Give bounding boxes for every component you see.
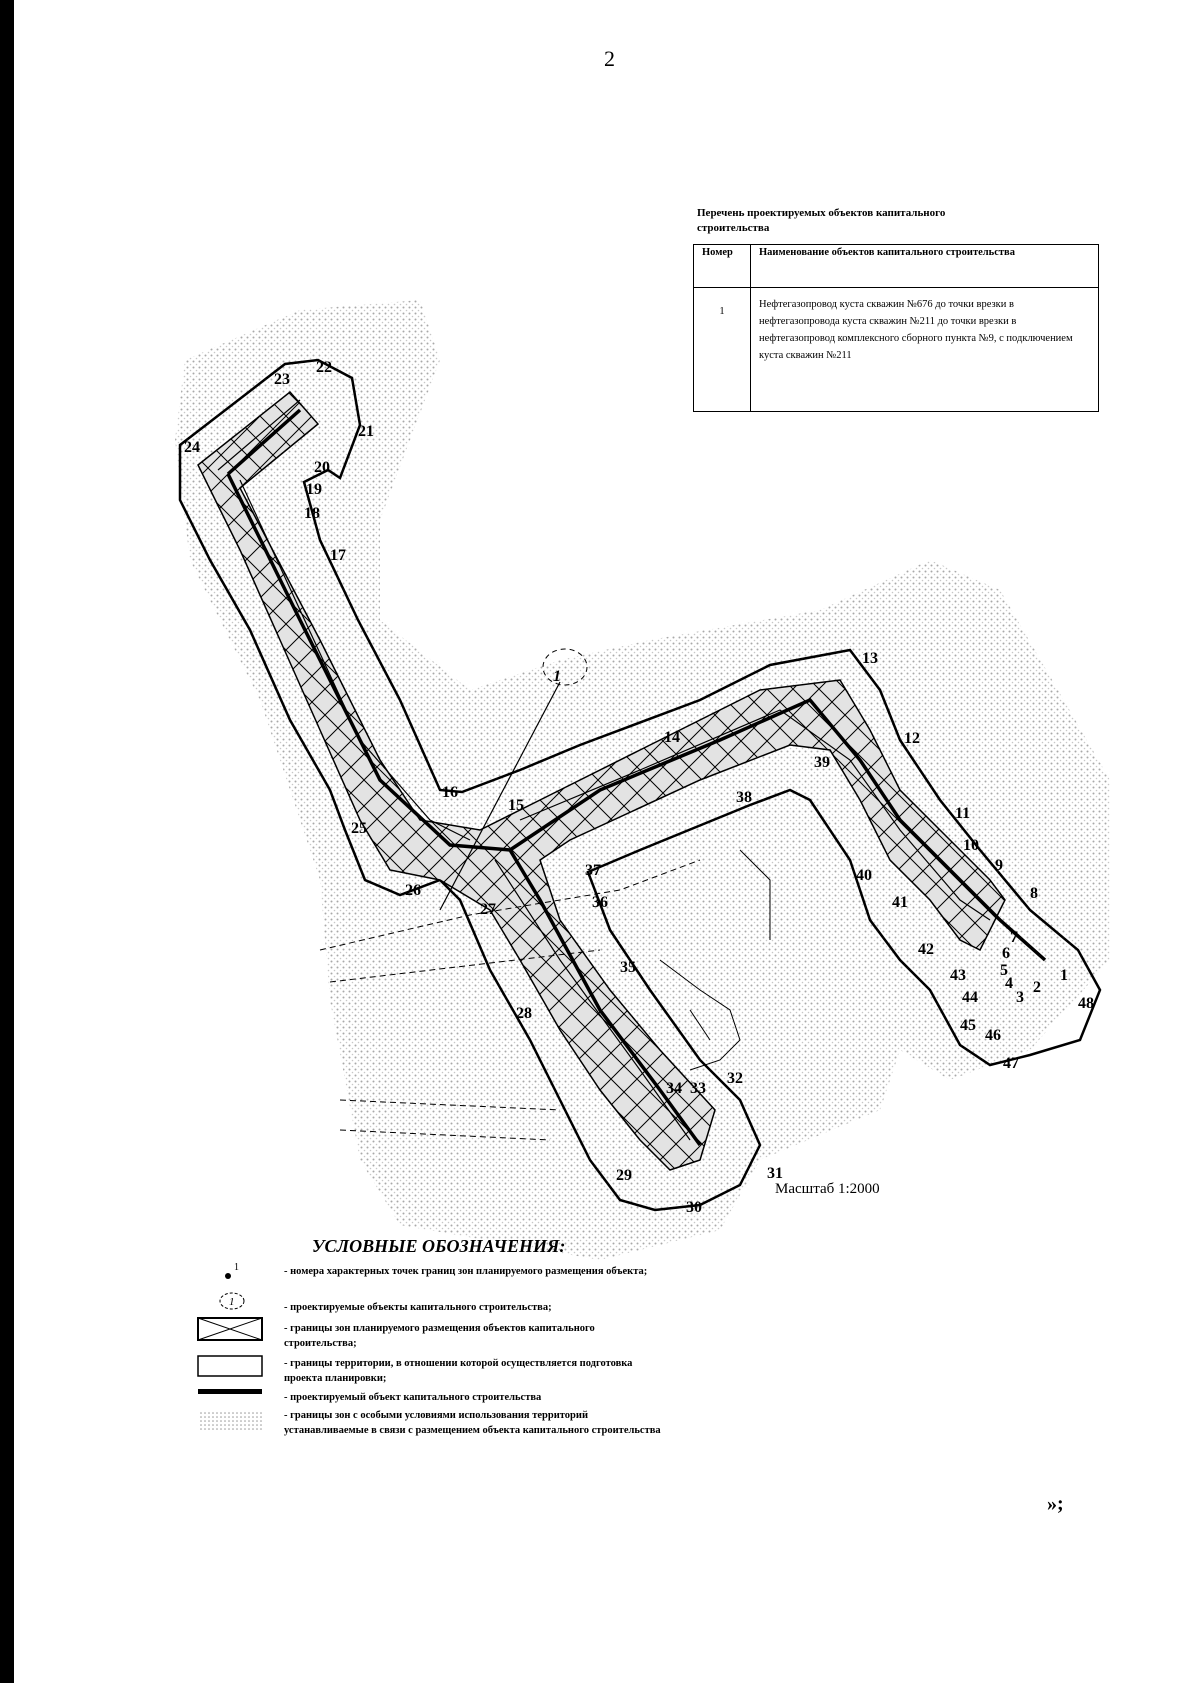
point-label-39: 39 — [814, 754, 830, 771]
point-label-48: 48 — [1078, 995, 1094, 1012]
point-label-40: 40 — [856, 867, 872, 884]
point-label-11: 11 — [955, 805, 971, 822]
point-label-36: 36 — [592, 894, 608, 911]
table-cell-number: 1 — [694, 288, 751, 412]
point-label-19: 19 — [306, 481, 322, 498]
point-label-34: 34 — [666, 1080, 682, 1097]
object-number-circle-icon-label: 1 — [229, 1296, 235, 1308]
object-marker-label: 1 — [553, 668, 561, 685]
point-label-13: 13 — [862, 650, 878, 667]
legend-item-text: - границы зон с особыми условиями использования территорий устанавливаемые в связи с размещением объекта капитального строительства — [284, 1410, 661, 1436]
object-number-circle-icon — [220, 1293, 244, 1309]
point-label-17: 17 — [330, 547, 346, 564]
point-label-20: 20 — [314, 459, 330, 476]
point-number-icon-label: 1 — [234, 1262, 239, 1273]
point-label-12: 12 — [904, 730, 920, 747]
table-header-number: Номер — [694, 245, 751, 288]
point-label-8: 8 — [1030, 885, 1038, 902]
page-number: 2 — [604, 46, 615, 71]
point-number-icon — [225, 1262, 239, 1279]
point-label-24: 24 — [184, 439, 200, 456]
point-label-45: 45 — [960, 1017, 976, 1034]
point-label-16: 16 — [442, 784, 458, 801]
point-label-44: 44 — [962, 989, 978, 1006]
table-caption: Перечень проектируемых объектов капитального строительства — [697, 207, 946, 234]
point-label-15: 15 — [508, 797, 524, 814]
legend-item-text: - проектируемый объект капитального строительства — [284, 1392, 542, 1403]
point-label-41: 41 — [892, 894, 908, 911]
point-label-32: 32 — [727, 1070, 743, 1087]
point-label-29: 29 — [616, 1167, 632, 1184]
point-label-37: 37 — [585, 862, 601, 879]
scale-label: Масштаб 1:2000 — [775, 1181, 880, 1197]
point-label-18: 18 — [304, 505, 320, 522]
point-label-46: 46 — [985, 1027, 1001, 1044]
point-label-43: 43 — [950, 967, 966, 984]
table-header-name: Наименование объектов капитального строительства — [751, 245, 1099, 288]
point-label-47: 47 — [1003, 1055, 1019, 1072]
hatched-zone-icon — [198, 1318, 262, 1340]
legend-item-text: - границы зон планируемого размещения объектов капитального строительства; — [284, 1323, 595, 1349]
point-label-27: 27 — [480, 901, 496, 918]
legend-item-text: - номера характерных точек границ зон планируемого размещения объекта; — [284, 1266, 648, 1277]
legend-symbols — [196, 1260, 266, 1440]
point-label-31: 31 — [767, 1165, 783, 1182]
point-label-25: 25 — [351, 820, 367, 837]
point-label-35: 35 — [620, 959, 636, 976]
point-label-9: 9 — [995, 857, 1003, 874]
point-label-1: 1 — [1060, 967, 1068, 984]
point-label-28: 28 — [516, 1005, 532, 1022]
point-label-33: 33 — [690, 1080, 706, 1097]
legend-item-text: - границы территории, в отношении которой осуществляется подготовка проекта планировки; — [284, 1358, 633, 1384]
point-label-5: 5 — [1000, 962, 1008, 979]
legend-item-text: - проектируемые объекты капитального строительства; — [284, 1302, 552, 1313]
point-label-3: 3 — [1016, 989, 1024, 1006]
territory-boundary-icon — [198, 1356, 262, 1376]
table-cell-name: Нефтегазопровод куста скважин №676 до точки врезки в нефтегазопровода куста скважин №211 до точки врезки в нефтегазопровод комплексного сборного пункта №9, с подключением куста скважин №211 — [751, 288, 1099, 412]
closing-mark: »; — [1047, 1493, 1064, 1515]
point-label-21: 21 — [358, 423, 374, 440]
point-label-4: 4 — [1005, 975, 1013, 992]
point-label-22: 22 — [316, 359, 332, 376]
point-label-2: 2 — [1033, 979, 1041, 996]
legend-title: УСЛОВНЫЕ ОБОЗНАЧЕНИЯ: — [312, 1236, 566, 1256]
point-label-10: 10 — [963, 837, 979, 854]
special-zone-shading-icon — [198, 1410, 264, 1432]
point-label-42: 42 — [918, 941, 934, 958]
point-label-30: 30 — [686, 1199, 702, 1216]
point-label-14: 14 — [664, 729, 680, 746]
point-label-38: 38 — [736, 789, 752, 806]
pipeline-line-icon — [198, 1389, 262, 1394]
point-label-7: 7 — [1010, 929, 1018, 946]
point-label-6: 6 — [1002, 945, 1010, 962]
point-label-23: 23 — [274, 371, 290, 388]
point-label-26: 26 — [405, 882, 421, 899]
